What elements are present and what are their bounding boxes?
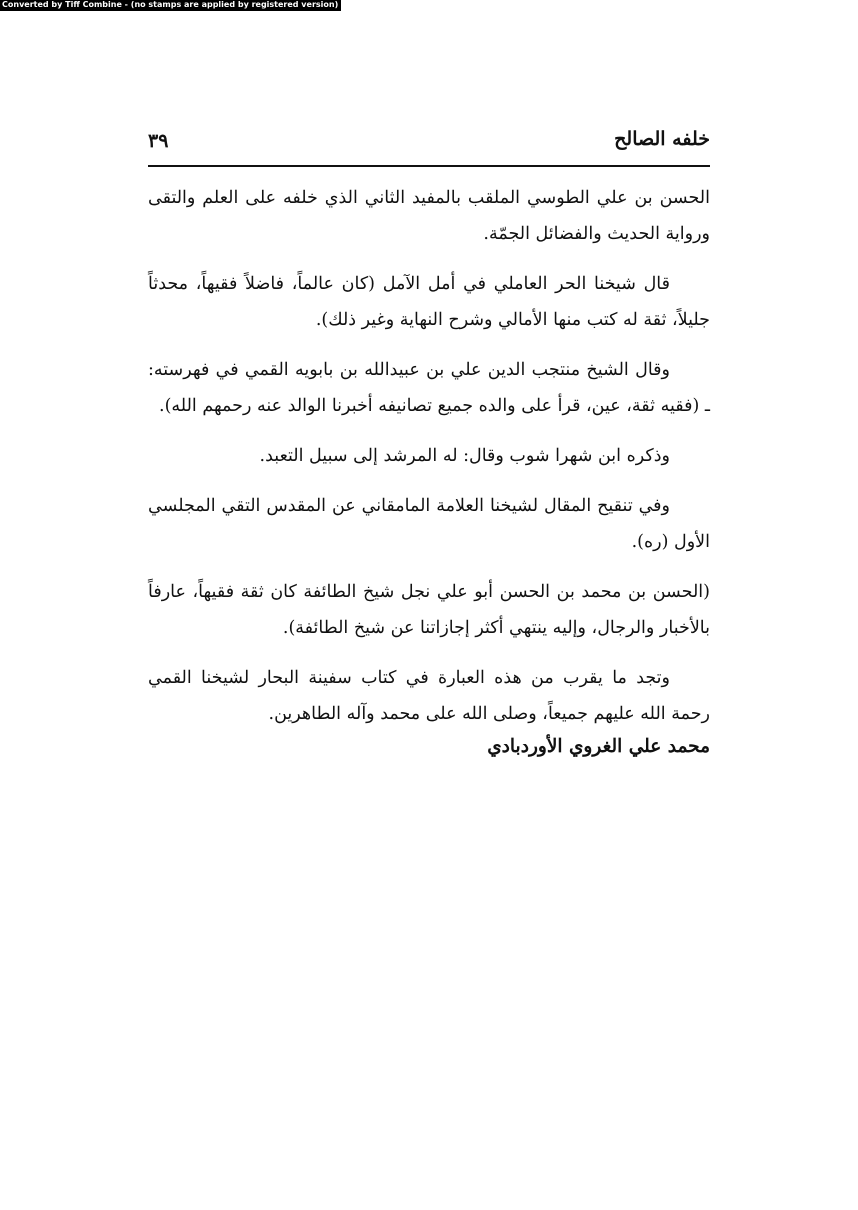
page-body xyxy=(148,180,710,762)
paragraph: قال شيخنا الحر العاملي في أمل الآمل (كان عالماً، فاضلاً فقيهاً، محدثاً جليلاً، ثقة له كتب منها الأمالي وشرح النهاية وغير ذلك). xyxy=(148,274,710,330)
running-header xyxy=(148,122,710,162)
author-signature: محمد علي الغروي الأوردبادي xyxy=(487,736,710,757)
paragraph: الحسن بن علي الطوسي الملقب بالمفيد الثاني الذي خلفه على العلم والتقى ورواية الحديث والفضائل الجمّة. xyxy=(148,188,710,244)
paragraph: وفي تنقيح المقال لشيخنا العلامة المامقاني عن المقدس التقي المجلسي الأول (ره). xyxy=(148,496,710,552)
header-rule xyxy=(148,165,710,167)
converter-stamp: Converted by Tiff Combine - (no stamps are applied by registered version) xyxy=(0,0,341,11)
running-header-title: خلفه الصالح xyxy=(614,128,710,150)
paragraph: وقال الشيخ منتجب الدين علي بن عبيدالله بن بابويه القمي في فهرسته: ـ (فقيه ثقة، عين، قرأ على والده جميع تصانيفه أخبرنا الوالد عنه رحمهم الله). xyxy=(148,360,710,416)
paragraph: وذكره ابن شهرا شوب وقال: له المرشد إلى سبيل التعبد. xyxy=(259,446,670,466)
page-number: ٣٩ xyxy=(148,130,169,152)
paragraph: (الحسن بن محمد بن الحسن أبو علي نجل شيخ الطائفة كان ثقة فقيهاً، عارفاً بالأخبار والرجال، وإليه ينتهي أكثر إجازاتنا عن شيخ الطائفة). xyxy=(148,582,710,638)
paragraph: وتجد ما يقرب من هذه العبارة في كتاب سفينة البحار لشيخنا القمي رحمة الله عليهم جميعاً، وصلى الله على محمد وآله الطاهرين. xyxy=(148,668,710,724)
